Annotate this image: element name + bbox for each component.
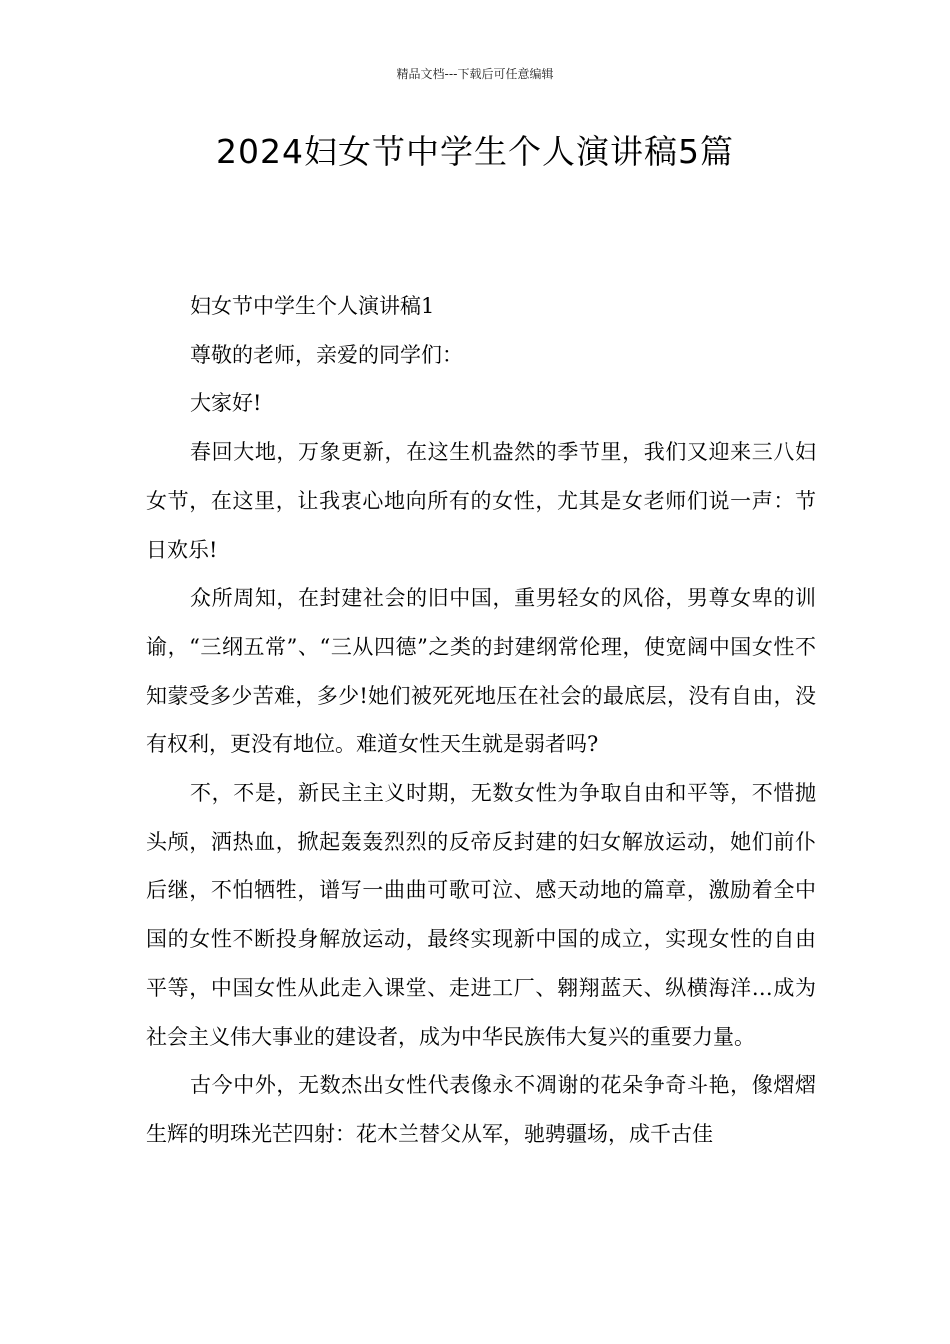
header-note: 精品文档---下载后可任意编辑 [396,67,554,81]
paragraph: 不，不是，新民主主义时期，无数女性为争取自由和平等，不惜抛头颅，洒热血，掀起轰轰烈烈的反帝反封建的妇女解放运动，她们前仆后继，不怕牺牲，谱写一曲曲可歌可泣、感天动地的篇章，激励着全中国的女性不断投身解放运动，最终实现新中国的成立，实现女性的自由平等，中国女性从此走入课堂、走进工厂、翱翔蓝天、纵横海洋…成为社会主义伟大事业的建设者，成为中华民族伟大复兴的重要力量。 [146,781,816,1049]
greeting: 大家好! [190,391,262,416]
paragraph: 春回大地，万象更新，在这生机盎然的季节里，我们又迎来三八妇女节，在这里，让我衷心地向所有的女性，尤其是女老师们说一声：节日欢乐! [146,440,816,562]
paragraph: 古今中外，无数杰出女性代表像永不凋谢的花朵争奇斗艳，像熠熠生辉的明珠光芒四射：花木兰替父从军，驰骋疆场，成千古佳 [146,1073,816,1146]
salutation: 尊敬的老师，亲爱的同学们： [190,342,463,367]
document-title: 2024妇女节中学生个人演讲稿5篇 [216,132,734,171]
document-body [146,282,816,1159]
paragraph: 众所周知，在封建社会的旧中国，重男轻女的风俗，男尊女卑的训谕，“三纲五常”、“三从四德”之类的封建纲常伦理，使宽阔中国女性不知蒙受多少苦难，多少!她们被死死地压在社会的最底层，没有自由，没有权利，更没有地位。难道女性天生就是弱者吗? [146,586,816,757]
section-heading: 妇女节中学生个人演讲稿1 [190,294,435,318]
